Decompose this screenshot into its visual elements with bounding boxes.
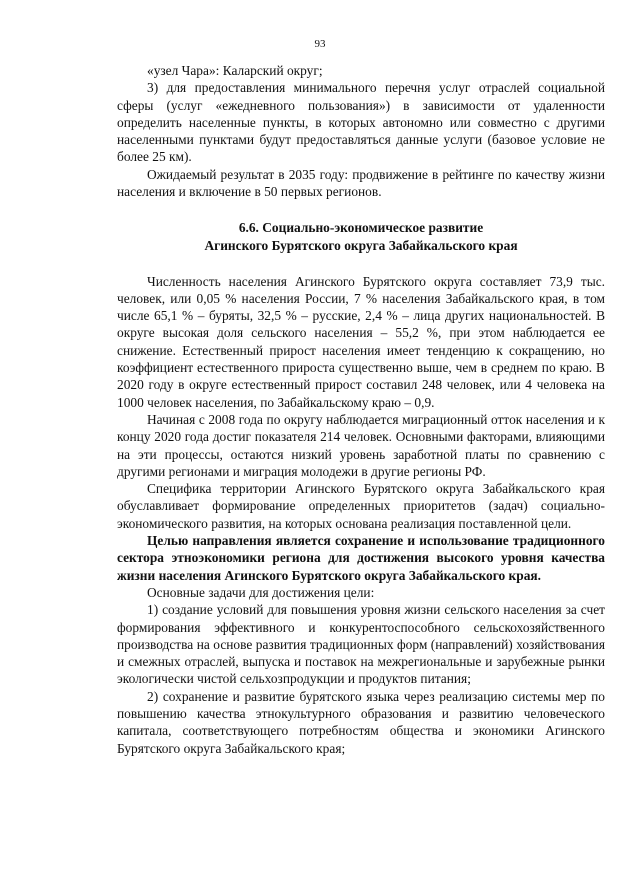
paragraph-tasks-intro: Основные задачи для достижения цели:	[147, 584, 375, 600]
document-body	[117, 62, 605, 757]
section-heading	[117, 219, 605, 254]
section-heading-line-2: Агинского Бурятского округа Забайкальского края	[204, 237, 518, 253]
paragraph-goal: Целью направления является сохранение и использование традиционного сектора этноэкономики региона для достижения высокого уровня качества жизни населения Агинского Бурятского округа Забайкальского края.	[117, 533, 605, 583]
paragraph-population: Численность населения Агинского Бурятского округа составляет 73,9 тыс. человек, или 0,05 % населения России, 7 % населения Забайкальского края, в том числе 65,1 % – буряты, 32,5 % – русские, 2,4 % – лица других национальностей. В округе высокая доля сельского населения – 55,2 %, при этом наблюдается ее снижение. Естественный прирост населения имеет тенденцию к сокращению, но коэффициент естественного прироста существенно выше, чем в среднем по краю. В 2020 году в округе естественный прирост составил 248 человек, или 4 человека на 1000 человек населения, по Забайкальскому краю – 0,9.	[117, 273, 605, 410]
paragraph-expected-result: Ожидаемый результат в 2035 году: продвижение в рейтинге по качеству жизни населения и включение в 50 первых регионов.	[117, 166, 605, 200]
paragraph-list-item-chara: «узел Чара»: Каларский округ;	[147, 63, 323, 78]
paragraph-list-item-3: 3) для предоставления минимального перечня услуг отраслей социальной сферы (услуг «ежедневного пользования») в зависимости от удаленности определить населенные пункты, в которых автономно или совместно с другими населенными пунктами будут предоставляться данные услуги (базовое условие не более 25 км).	[117, 80, 605, 165]
section-heading-line-1: 6.6. Социально-экономическое развитие	[238, 220, 484, 236]
paragraph-task-1: 1) создание условий для повышения уровня жизни сельского населения за счет формирования эффективного и конкурентоспособного сельскохозяйственного производства на основе развития традиционных форм (направлений) хозяйствования и смежных отраслей, выпуска и поставок на межрегиональные и зарубежные рынки экологически чистой сельхозпродукции и продуктов питания;	[117, 602, 605, 687]
paragraph-territory-specifics: Специфика территории Агинского Бурятского округа Забайкальского края обуславливает формирование определенных приоритетов (задач) социально-экономического развития, на которых основана реализация поставленной цели.	[117, 481, 605, 531]
page-number: 93	[314, 38, 326, 50]
paragraph-migration: Начиная с 2008 года по округу наблюдается миграционный отток населения и к концу 2020 года достиг показателя 214 человек. Основными факторами, влияющими на эти процессы, остаются низкий уровень заработной платы по сравнению с другими регионами и миграция молодежи в другие регионы РФ.	[117, 411, 605, 479]
paragraph-task-2: 2) сохранение и развитие бурятского языка через реализацию системы мер по повышению качества этнокультурного образования и развитию человеческого капитала, соответствующего потребностям общества и экономики Агинского Бурятского округа Забайкальского края;	[117, 688, 605, 756]
